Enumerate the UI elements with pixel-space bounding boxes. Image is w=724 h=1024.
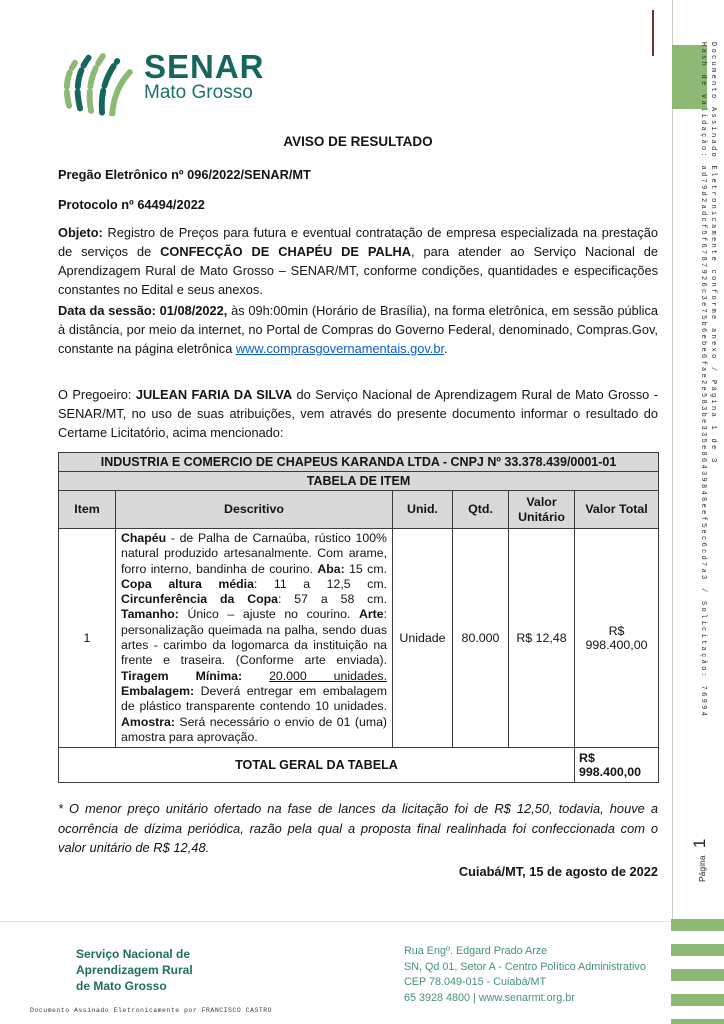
text-run: Chapéu bbox=[121, 531, 167, 545]
result-table-wrapper bbox=[58, 452, 658, 783]
col-header-qtd: Qtd. bbox=[453, 491, 509, 529]
section-header-row bbox=[59, 472, 659, 491]
total-label-cell: TOTAL GERAL DA TABELA bbox=[59, 748, 575, 783]
text-run: Amostra: bbox=[121, 714, 175, 729]
signature-note: Documento Assinado Eletronicamente por FRANCISCO CASTRO bbox=[30, 1007, 273, 1014]
text-run bbox=[242, 669, 269, 683]
text-run: . bbox=[444, 341, 448, 356]
text-run: Circunferência da Copa bbox=[121, 592, 278, 607]
brand-name: SENAR bbox=[144, 48, 265, 85]
item-unid-cell: Unidade bbox=[393, 529, 453, 748]
text-run: Único – ajuste no courino. bbox=[178, 607, 359, 622]
text-run: às 09h:00min (Horário de Brasília), na forma eletrônica, em sessão pública à distância, por meio da internet, no Portal de Compras do Governo Federal, denominado, Compras.Gov, constante na página eletrônica bbox=[58, 303, 658, 356]
text-run: - de Palha de Carnaúba, rústico 100% natural produzido artesanalmente. Com arame, forro interno, bandinha de courino. bbox=[121, 531, 387, 576]
pregoeiro-paragraph bbox=[58, 385, 658, 442]
text-run: JULEAN FARIA DA SILVA bbox=[135, 387, 293, 402]
footer-address-line: Rua Engº. Edgard Prado Arze bbox=[404, 945, 548, 957]
text-run: CONFECÇÃO DE CHAPÉU DE PALHA bbox=[160, 244, 411, 259]
text-run: 20.000 unidades. bbox=[269, 668, 387, 683]
item-valor-unitario-cell: R$ 12,48 bbox=[509, 529, 575, 748]
text-run: Será necessário o envio de 01 (uma) amostra para aprovação. bbox=[121, 714, 387, 744]
col-header-item: Item bbox=[59, 491, 116, 529]
item-valor-total-cell: R$ 998.400,00 bbox=[575, 529, 659, 748]
col-header-unid: Unid. bbox=[393, 491, 453, 529]
col-header-valor-unitario: Valor Unitário bbox=[509, 491, 575, 529]
objeto-paragraph bbox=[58, 223, 658, 299]
footer-org-line: de Mato Grosso bbox=[76, 979, 167, 993]
col-header-descritivo: Descritivo bbox=[116, 491, 393, 529]
section-header-cell: TABELA DE ITEM bbox=[59, 472, 659, 491]
price-footnote: * O menor preço unitário ofertado na fase de lances da licitação foi de R$ 12,50, todavia, houve a ocorrência de dízima periódica, razão pela qual a proposta final realinhada foi confeccionada com o valor unitário de R$ 12,48. bbox=[58, 801, 658, 855]
footer-divider bbox=[0, 921, 671, 922]
page-number-rotated bbox=[690, 839, 710, 882]
text-run: Tamanho: bbox=[121, 607, 179, 622]
text-run: Objeto: bbox=[58, 225, 108, 240]
text-run: Data da sessão: 01/08/2022, bbox=[58, 303, 228, 318]
red-tick-mark bbox=[652, 10, 654, 56]
footer-address-line: 65 3928 4800 | www.senarmt.org.br bbox=[404, 991, 575, 1004]
item-qtd-cell: 80.000 bbox=[453, 529, 509, 748]
page-number-label: Página bbox=[697, 855, 707, 882]
item-description-cell bbox=[116, 529, 393, 748]
footer-address-line: SN, Qd 01, Setor A - Centro Político Administrativo bbox=[404, 960, 646, 973]
protocolo-reference: Protocolo nº 64494/2022 bbox=[58, 197, 205, 212]
company-header-cell: INDUSTRIA E COMERCIO DE CHAPEUS KARANDA LTDA - CNPJ Nº 33.378.439/0001-01 bbox=[59, 453, 659, 472]
page-number-value: 1 bbox=[690, 838, 709, 849]
text-run: Aba: bbox=[317, 561, 345, 576]
validation-hash-text: Hash de Validação: ad79d2adcf5f6787926c3e75b6ebe6fae2e583be335e86439848eef5ec6cd7a3 / Solicitação: 76994 bbox=[699, 42, 707, 719]
text-run: 15 cm. bbox=[344, 561, 387, 576]
text-run: do Serviço Nacional de Aprendizagem Rural de Mato Grosso - SENAR/MT, no uso de suas atribuições, vem através do presente documento informar o resultado do Certame Licitatório, acima mencionado: bbox=[58, 387, 658, 440]
comprasgov-link[interactable]: www.comprasgovernamentais.gov.br bbox=[235, 341, 445, 356]
text-run: Registro de Preços para futura e eventual contratação de empresa especializada na prestação de serviços de bbox=[58, 225, 658, 259]
logo-text bbox=[144, 48, 265, 104]
company-header-row bbox=[59, 453, 659, 472]
footer-org-name bbox=[76, 946, 193, 994]
text-run: O Pregoeiro: bbox=[58, 387, 136, 402]
text-run: : personalização queimada na palha, sendo duas artes - carimbo da logomarca da instituição na frente e traseira. (Conforme arte enviada). bbox=[121, 607, 387, 668]
text-run: , para atender ao Serviço Nacional de Aprendizagem Rural de Mato Grosso – SENAR/MT, conforme condições, quantidades e especificações constantes no Edital e seus anexos. bbox=[58, 244, 658, 297]
text-run: Arte bbox=[358, 607, 384, 622]
item-number-cell: 1 bbox=[59, 529, 116, 748]
item-row bbox=[59, 529, 659, 748]
pregao-reference: Pregão Eletrônico nº 096/2022/SENAR/MT bbox=[58, 167, 311, 182]
column-header-row bbox=[59, 491, 659, 529]
result-table bbox=[58, 452, 659, 783]
senar-leaf-icon bbox=[58, 40, 136, 116]
text-run: Embalagem: bbox=[121, 683, 195, 698]
footer-address-line: CEP 78.049-015 - Cuiabá/MT bbox=[404, 976, 547, 988]
sessao-paragraph bbox=[58, 301, 658, 358]
total-value-cell: R$ 998.400,00 bbox=[575, 748, 659, 783]
green-stripes bbox=[671, 919, 724, 1024]
senar-logo bbox=[58, 40, 265, 116]
margin-divider-line bbox=[672, 0, 673, 1024]
footer-org-line: Aprendizagem Rural bbox=[76, 963, 193, 977]
total-row bbox=[59, 748, 659, 783]
text-run: : 11 a 12,5 cm. bbox=[253, 576, 387, 591]
footer-address bbox=[404, 944, 646, 1006]
page-title: AVISO DE RESULTADO bbox=[283, 134, 433, 149]
col-header-valor-total: Valor Total bbox=[575, 491, 659, 529]
text-run: : 57 a 58 cm. bbox=[278, 592, 387, 607]
text-run: Deverá entregar em embalagem de plástico transparente contendo 10 unidades. bbox=[121, 683, 387, 714]
text-run: Copa altura média bbox=[121, 576, 254, 591]
date-line: Cuiabá/MT, 15 de agosto de 2022 bbox=[458, 864, 658, 879]
footer-org-line: Serviço Nacional de bbox=[76, 947, 191, 961]
text-run: Tiragem Mínima: bbox=[121, 668, 243, 683]
brand-region: Mato Grosso bbox=[144, 82, 253, 103]
margin-signature-text: Documento Assinado Eletronicamente conforme anexo / Página 1 de 3 bbox=[709, 42, 717, 465]
